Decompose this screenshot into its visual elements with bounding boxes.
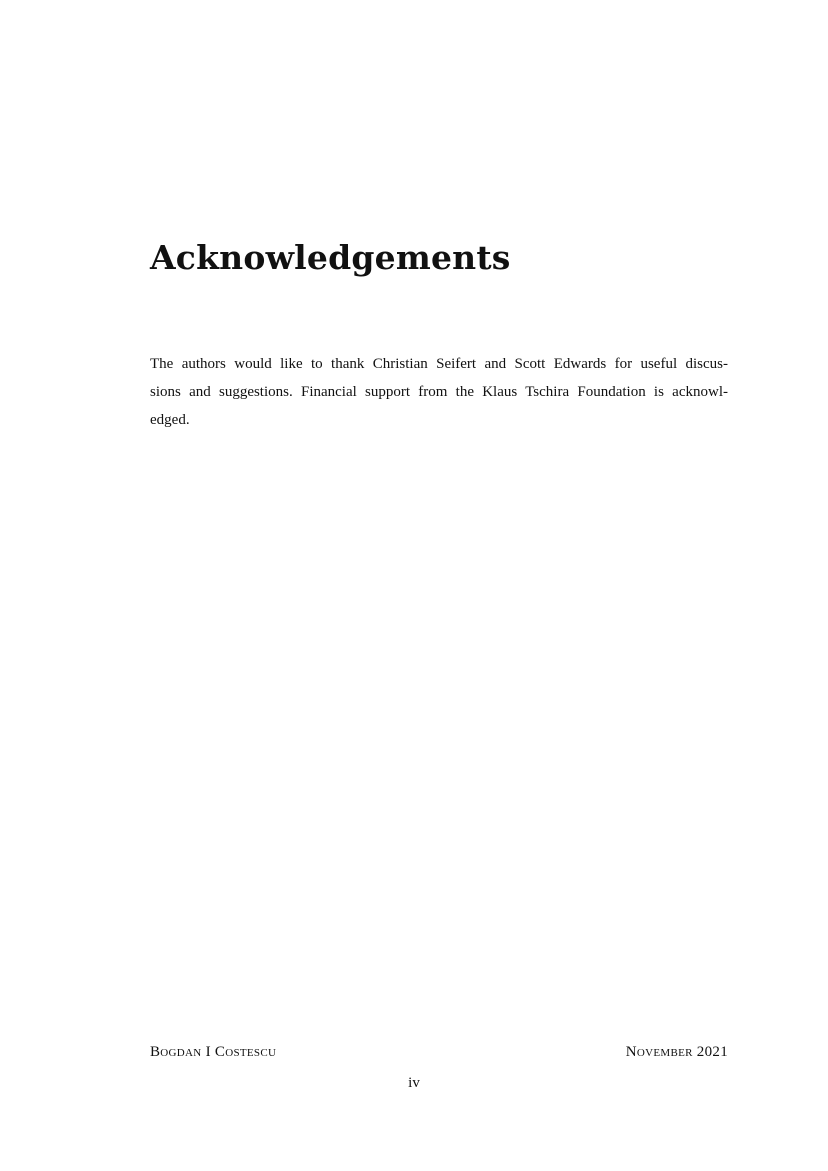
page-footer — [150, 1044, 728, 1066]
paragraph-line: edged. — [150, 412, 190, 428]
footer-author: Bogdan I Costescu — [150, 1044, 277, 1060]
footer-date: November 2021 — [625, 1044, 728, 1060]
acknowledgements-paragraph — [150, 350, 728, 434]
chapter-title: Acknowledgements — [150, 238, 511, 277]
paragraph-line: sions and suggestions. Financial support from the Klaus Tschira Foundation is acknowl- — [150, 384, 728, 400]
page-number: iv — [408, 1075, 420, 1091]
paragraph-line: The authors would like to thank Christian Seifert and Scott Edwards for useful discus- — [150, 356, 728, 372]
